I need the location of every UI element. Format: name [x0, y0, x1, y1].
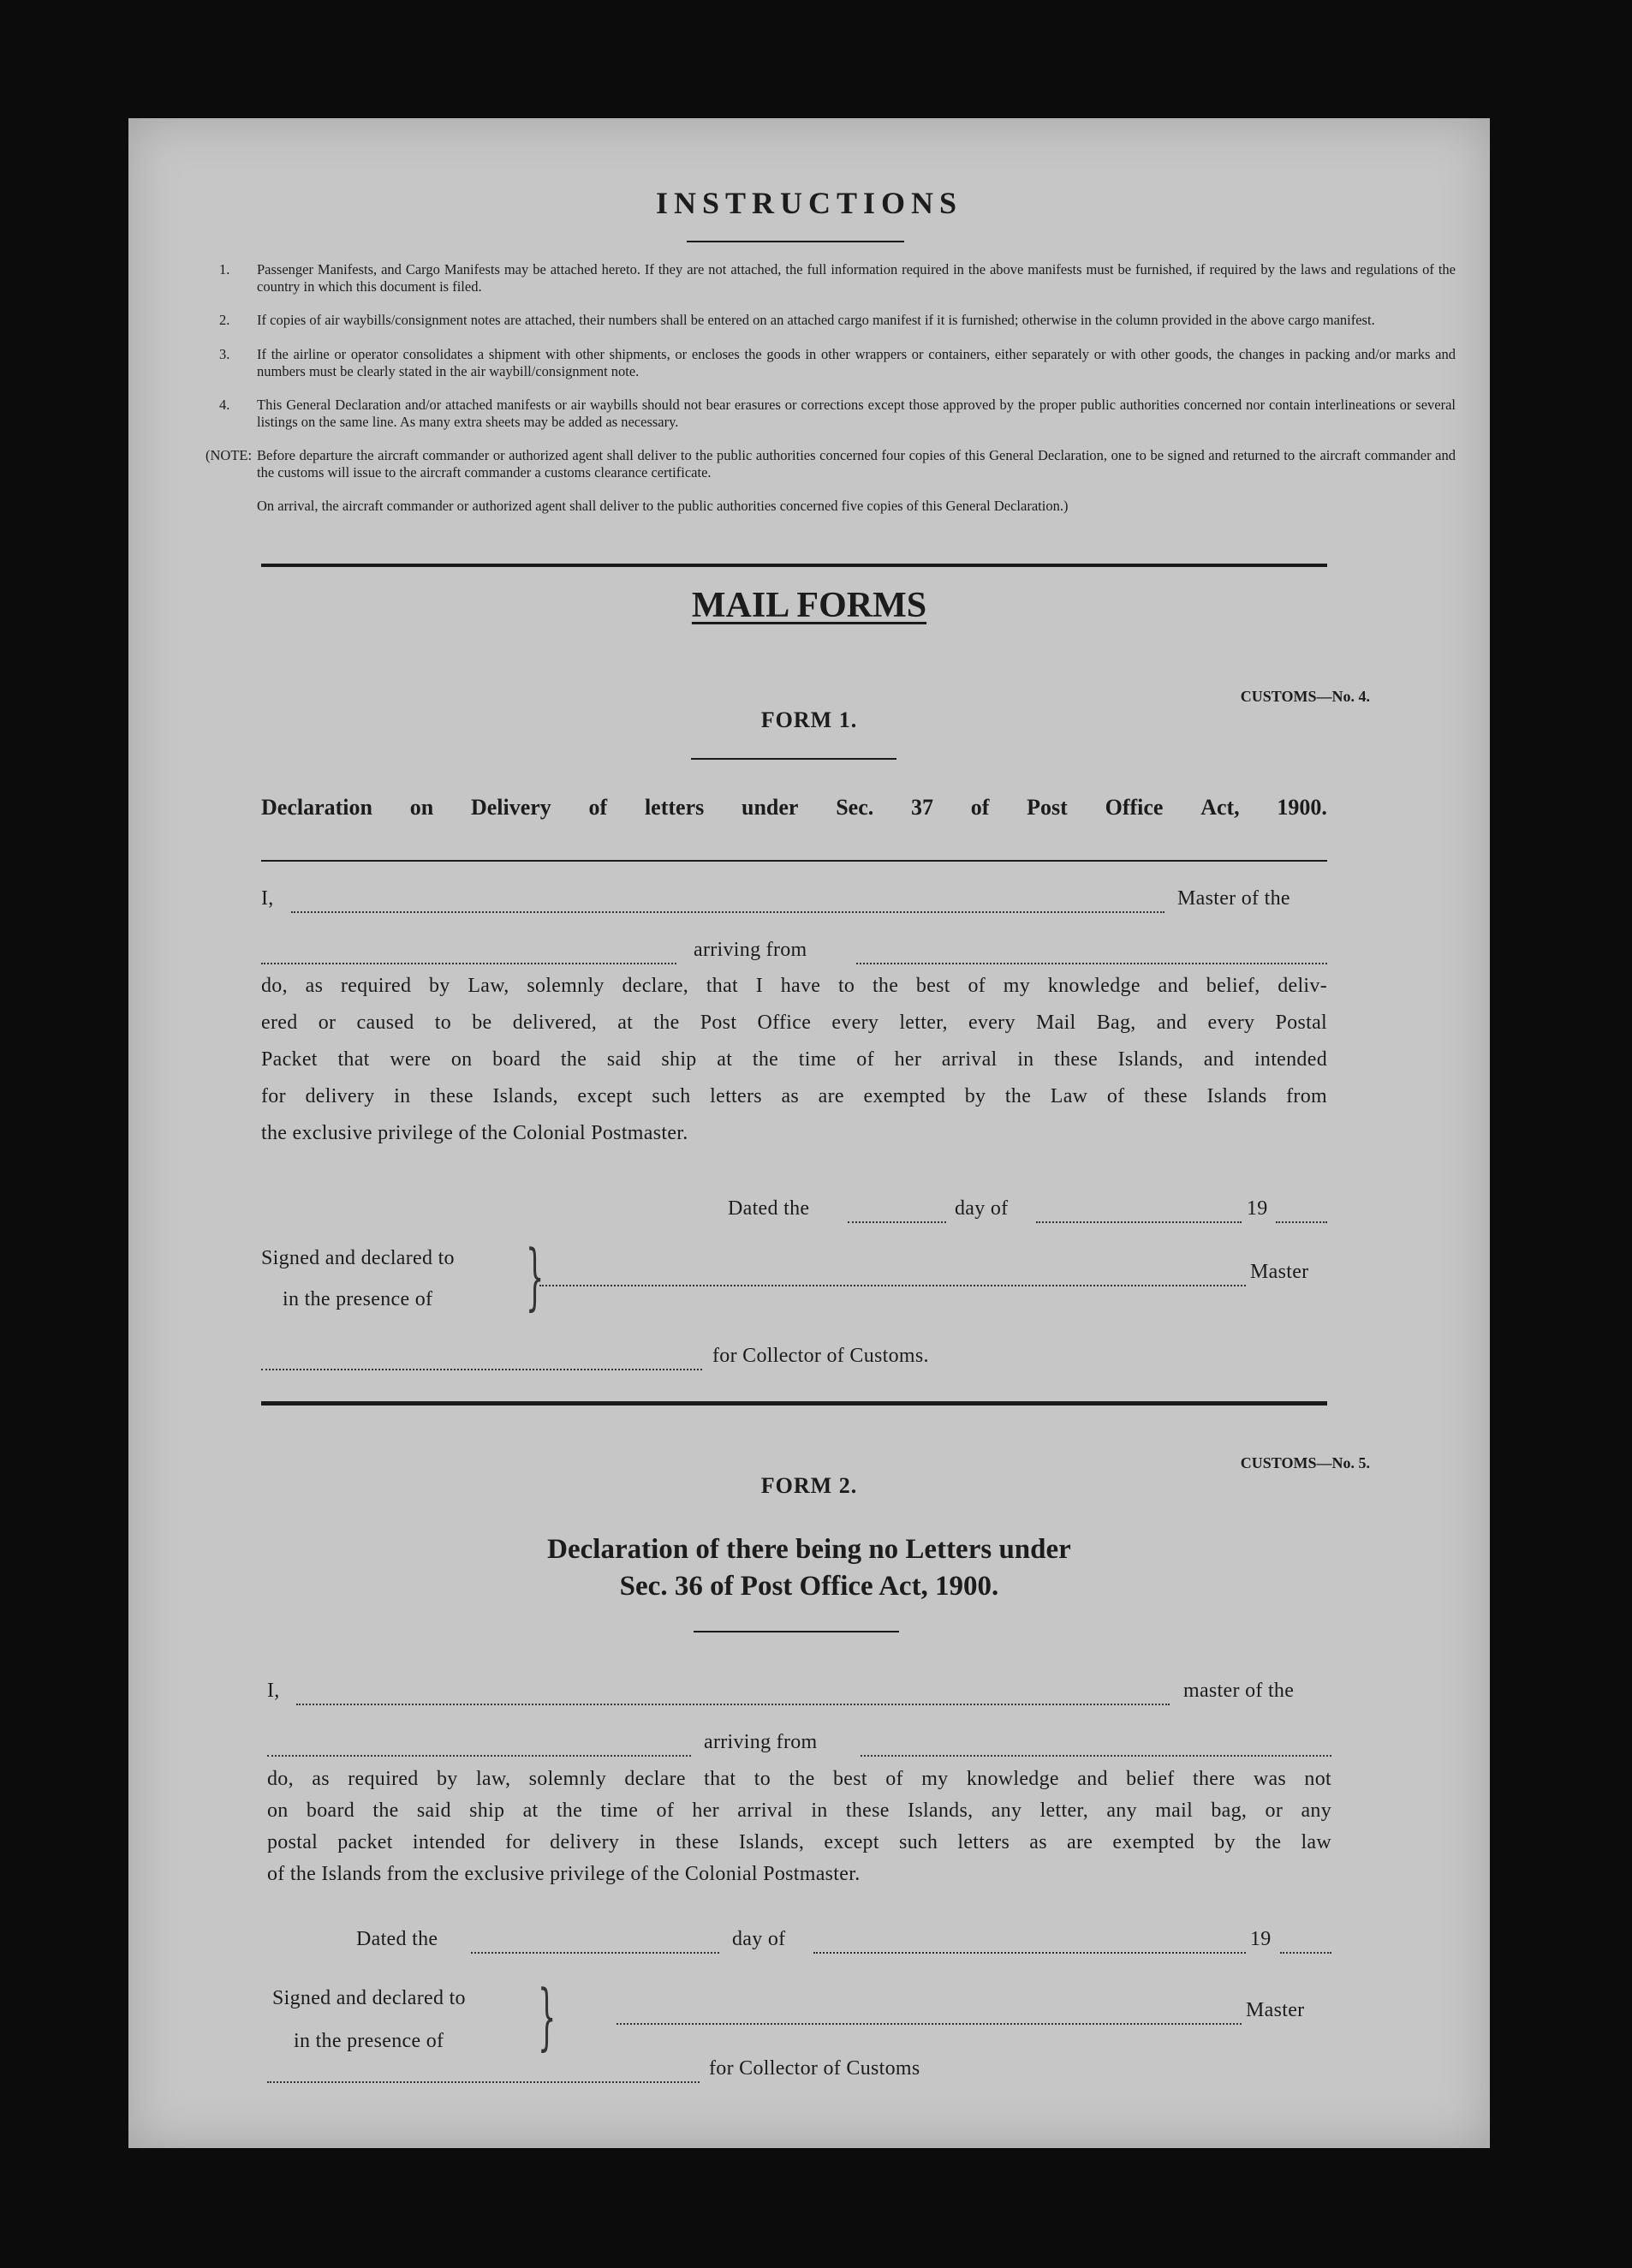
form2-arriving-from-field[interactable]: [861, 1755, 1331, 1757]
heading-word: of: [588, 795, 608, 820]
form1-body-line: ered or caused to be delivered, at the Post Office every letter, every Mail Bag, and every Postal: [261, 1012, 1327, 1034]
form1-title-rule: [691, 758, 896, 760]
form1-date-field[interactable]: [848, 1221, 946, 1223]
form2-master-name-field[interactable]: [296, 1704, 1170, 1705]
master-name-field[interactable]: [291, 911, 1164, 913]
heading-word: on: [409, 795, 434, 820]
form2-dated-label: Dated the: [356, 1928, 438, 1950]
brace-icon: }: [526, 1234, 545, 1318]
form2-body-line: do, as required by law, solemnly declare that to the best of my knowledge and belief there was not: [267, 1768, 1331, 1790]
instruction-item: [219, 397, 1456, 430]
instruction-number: 2.: [219, 312, 230, 328]
form2-master-of-label: master of the: [1183, 1680, 1295, 1702]
form-divider: [261, 1401, 1327, 1406]
heading-word: under: [741, 795, 799, 820]
form2-presence-label: in the presence of: [294, 2030, 444, 2052]
heading-word: Sec.: [836, 795, 874, 820]
heading-word: Office: [1105, 795, 1164, 820]
heading-word: 1900.: [1277, 795, 1327, 820]
instruction-text: Passenger Manifests, and Cargo Manifests may be attached hereto. If they are not attached, the full information required in the above manifests must be furnished, if required by the laws and regulations of the country in which this document is filed.: [257, 261, 1456, 295]
ship-name-field[interactable]: [261, 963, 676, 964]
instruction-item: [219, 312, 1456, 329]
form2-heading-line: Declaration of there being no Letters under: [547, 1534, 1071, 1565]
form2-collector-signature-field[interactable]: [267, 2081, 700, 2083]
instruction-note: [205, 447, 1456, 480]
form1-arriving-from-label: arriving from: [694, 939, 807, 961]
form2-master-signature-field[interactable]: [616, 2023, 1242, 2025]
form1-day-of-label: day of: [955, 1197, 1009, 1220]
form2-ship-name-field[interactable]: [267, 1755, 691, 1757]
form2-date-field[interactable]: [471, 1952, 719, 1954]
instruction-number: 4.: [219, 397, 230, 413]
form1-year-label: 19: [1247, 1197, 1268, 1220]
form1-month-field[interactable]: [1036, 1221, 1242, 1223]
form-sheet: [128, 118, 1490, 2148]
instruction-number: 1.: [219, 261, 230, 278]
form2-customs-number: CUSTOMS—No. 5.: [1240, 1454, 1370, 1471]
heading-word: 37: [911, 795, 933, 820]
form1-customs-number: CUSTOMS—No. 4.: [1240, 688, 1370, 705]
form1-body-line: the exclusive privilege of the Colonial Postmaster.: [261, 1122, 688, 1144]
form1-declaration-heading: [261, 795, 1327, 821]
mail-forms-title: MAIL FORMS: [691, 586, 927, 625]
form2-year-label: 19: [1250, 1928, 1272, 1950]
instruction-number: 3.: [219, 346, 230, 362]
instruction-text: If the airline or operator consolidates a shipment with other shipments, or encloses the goods in other wrappers or containers, either separately or with other goods, the changes in packing and/or marks and numbers must be clearly stated in the air waybill/consignment note.: [257, 346, 1456, 379]
note-label: (NOTE:: [205, 447, 253, 463]
brace-icon: }: [538, 1974, 557, 2058]
title-underline: [687, 241, 904, 242]
form2-year-field[interactable]: [1280, 1952, 1331, 1954]
form1-body-line: do, as required by Law, solemnly declare, that I have to the best of my knowledge and belief, deliv-: [261, 975, 1327, 997]
form1-year-field[interactable]: [1276, 1221, 1327, 1223]
section-divider: [261, 564, 1327, 567]
form2-body-line: of the Islands from the exclusive privilege of the Colonial Postmaster.: [267, 1863, 861, 1885]
form1-i-label: I,: [261, 887, 274, 910]
instruction-text: This General Declaration and/or attached manifests or air waybills should not bear erasures or corrections except those approved by the proper public authorities concerned nor contain interlineations or several listings on the same line. As many extra sheets may be added as necessary.: [257, 397, 1456, 430]
form2-month-field[interactable]: [813, 1952, 1246, 1954]
form1-dated-label: Dated the: [728, 1197, 810, 1220]
note-text: Before departure the aircraft commander or authorized agent shall deliver to the public authorities concerned four copies of this General Declaration, one to be signed and returned to the aircraft commander and the customs will issue to the aircraft commander a customs clearance certificate.: [257, 447, 1456, 480]
form2-arriving-from-label: arriving from: [704, 1731, 818, 1753]
form1-collector-label: for Collector of Customs.: [712, 1345, 929, 1367]
form2-heading-line: Sec. 36 of Post Office Act, 1900.: [619, 1571, 999, 1602]
instruction-item: [219, 261, 1456, 295]
form2-heading-rule: [694, 1631, 899, 1632]
heading-word: Post: [1027, 795, 1068, 820]
heading-word: Declaration: [261, 795, 372, 820]
form2-title: FORM 2.: [760, 1473, 858, 1498]
form1-master-label: Master: [1250, 1261, 1309, 1283]
form1-signed-label: Signed and declared to: [261, 1247, 455, 1269]
instruction-item: [219, 346, 1456, 379]
form1-presence-label: in the presence of: [283, 1288, 433, 1310]
form2-body-line: postal packet intended for delivery in these Islands, except such letters as are exempted by the law: [267, 1831, 1331, 1853]
form2-i-label: I,: [267, 1680, 280, 1702]
arriving-from-field[interactable]: [856, 963, 1327, 964]
heading-word: letters: [644, 795, 705, 820]
form1-title: FORM 1.: [760, 707, 858, 732]
form1-collector-signature-field[interactable]: [261, 1369, 702, 1370]
heading-word: Act,: [1200, 795, 1240, 820]
instructions-title: INSTRUCTIONS: [655, 186, 963, 220]
form1-body-line: Packet that were on board the said ship at the time of her arrival in these Islands, and intended: [261, 1048, 1327, 1071]
form1-master-signature-field[interactable]: [539, 1285, 1246, 1286]
form2-master-label: Master: [1246, 1999, 1305, 2021]
form1-master-of-label: Master of the: [1177, 887, 1290, 910]
heading-word: Delivery: [470, 795, 551, 820]
instruction-note-arrival: On arrival, the aircraft commander or authorized agent shall deliver to the public authorities concerned five copies of this General Declaration.): [257, 498, 1069, 514]
instruction-text: If copies of air waybills/consignment notes are attached, their numbers shall be entered on an attached cargo manifest if it is furnished; otherwise in the column provided in the above cargo manifest.: [257, 312, 1375, 328]
form2-collector-label: for Collector of Customs: [709, 2057, 920, 2080]
form1-body-line: for delivery in these Islands, except such letters as are exempted by the Law of these Islands from: [261, 1085, 1327, 1107]
form2-signed-label: Signed and declared to: [272, 1987, 466, 2009]
heading-word: of: [970, 795, 990, 820]
form2-declaration-heading: [128, 1531, 1490, 1605]
form2-day-of-label: day of: [732, 1928, 786, 1950]
form2-body-line: on board the said ship at the time of her arrival in these Islands, any letter, any mail bag, or any: [267, 1799, 1331, 1822]
form1-heading-rule: [261, 860, 1327, 862]
